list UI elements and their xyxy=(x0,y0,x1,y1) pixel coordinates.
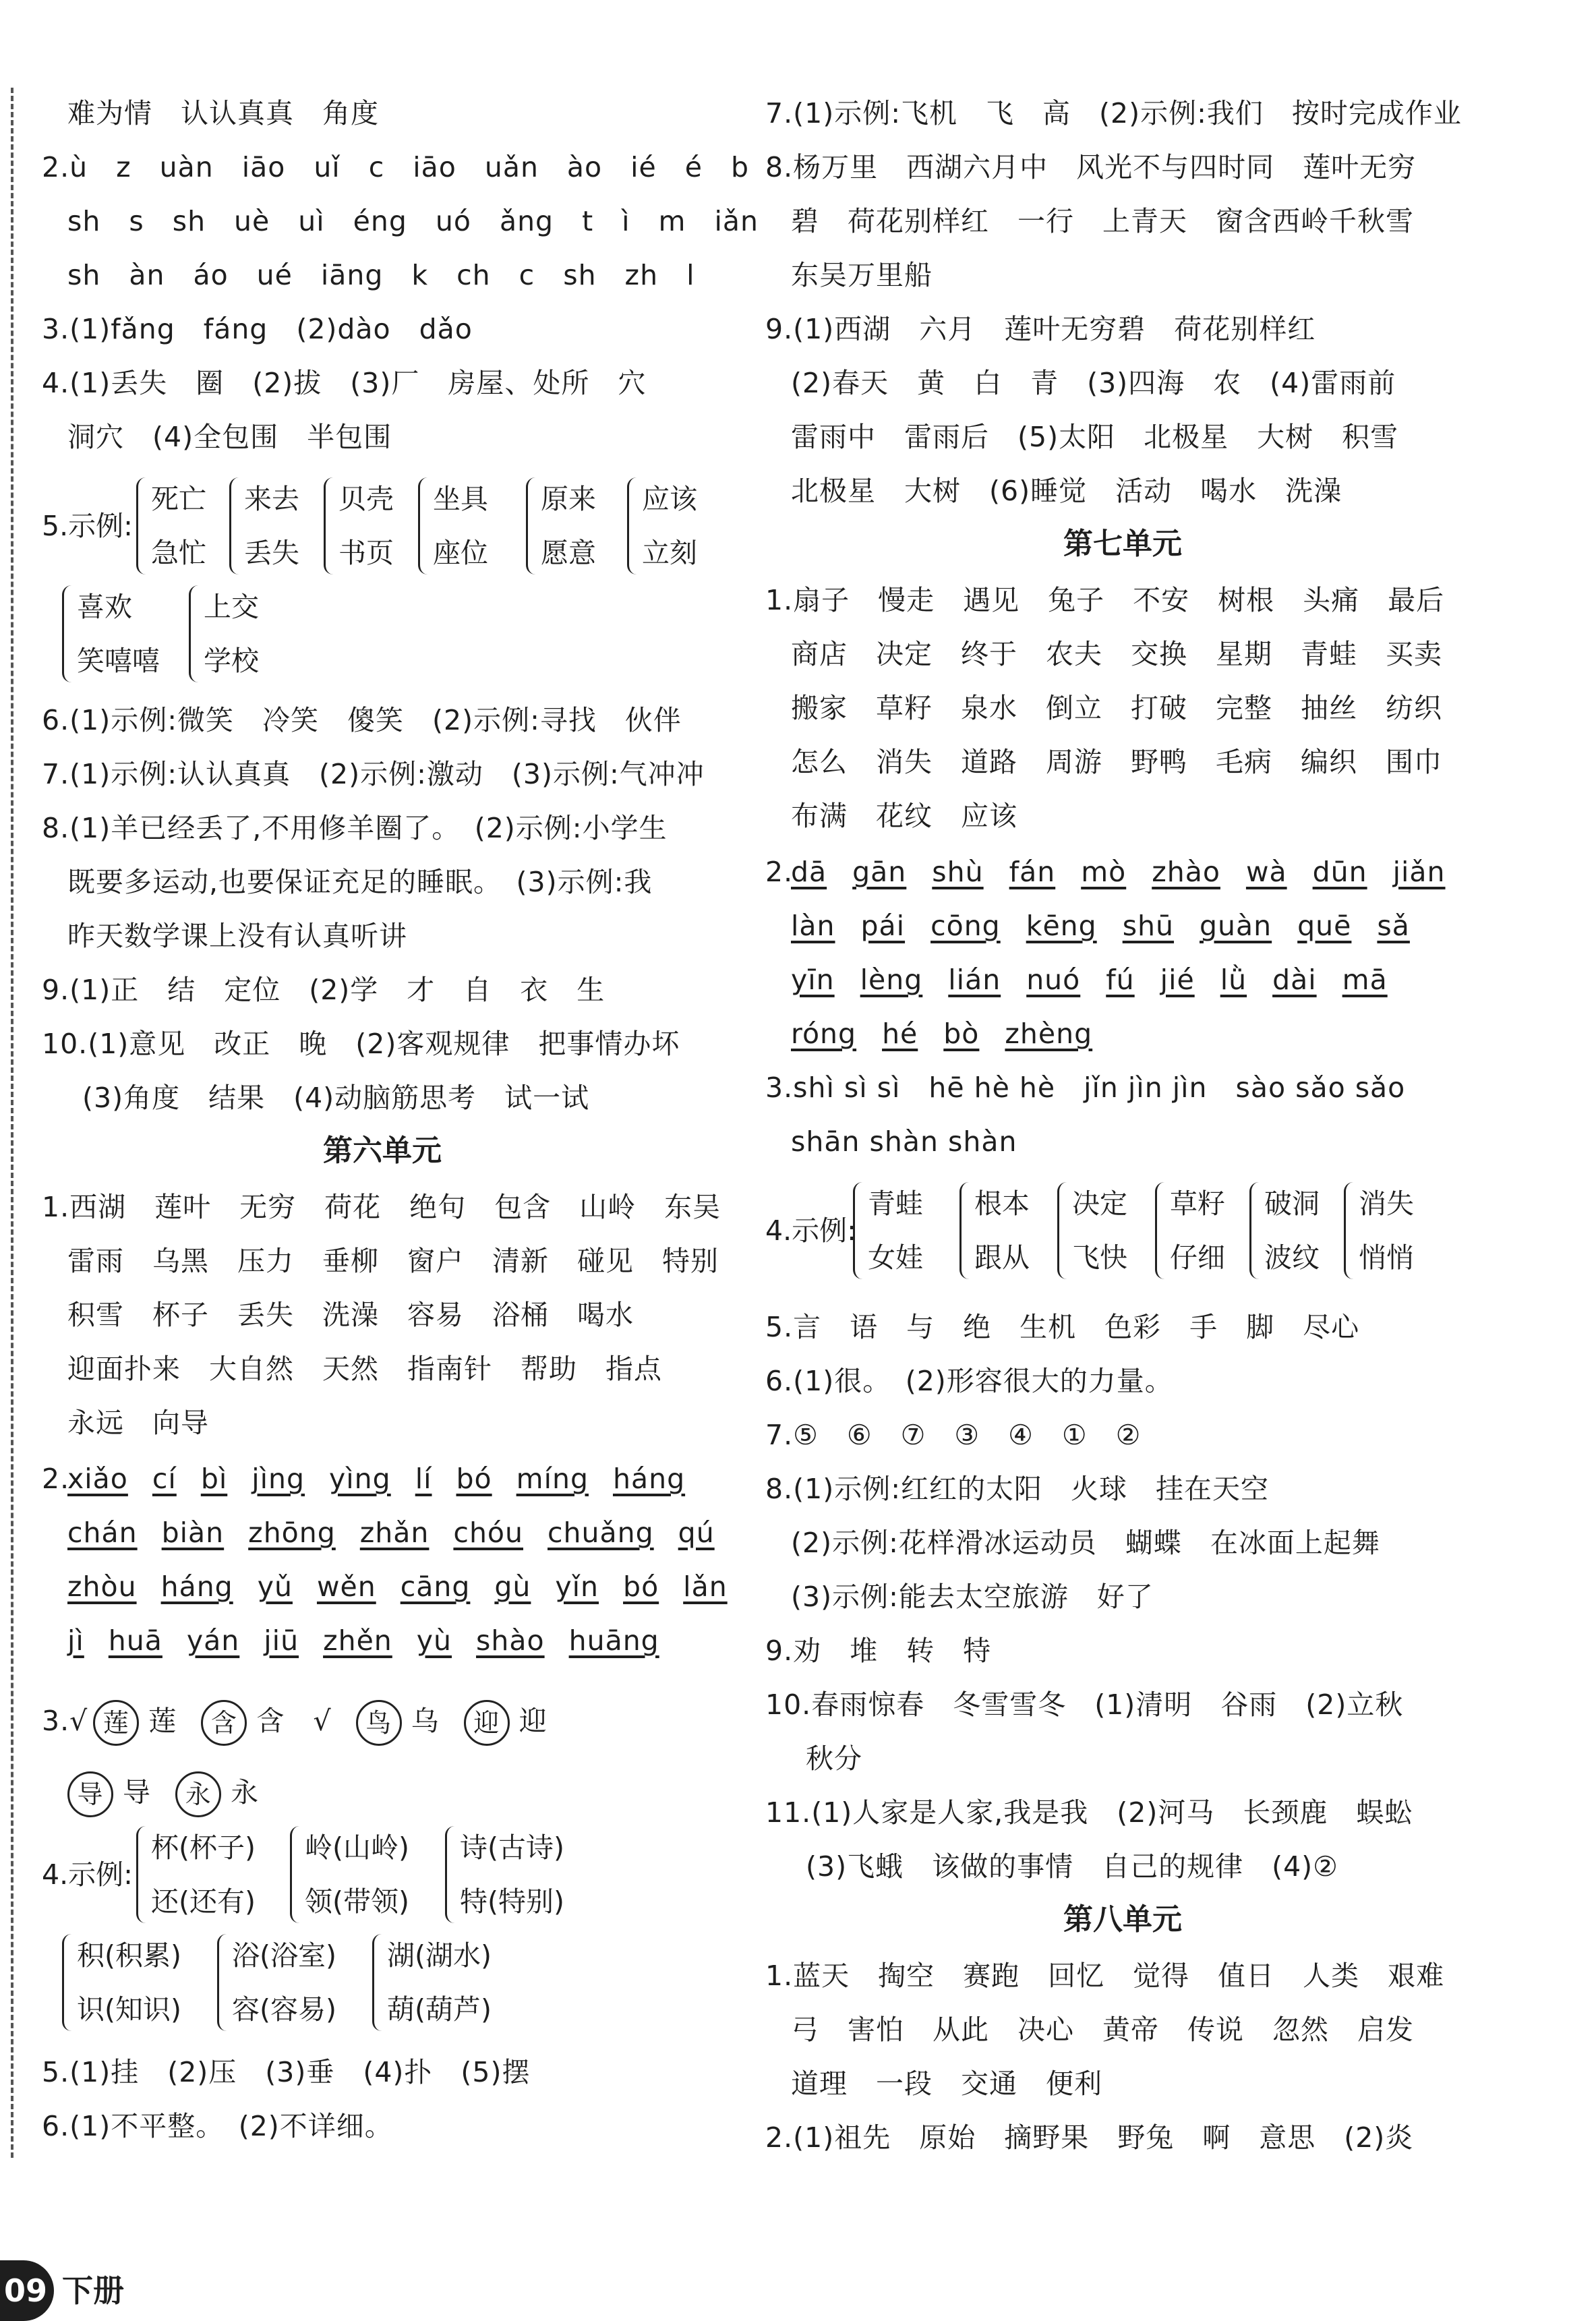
circled-character: 永 xyxy=(175,1771,221,1817)
pair-word: 应该 xyxy=(642,483,697,515)
pair-word: 破洞 xyxy=(1264,1187,1320,1220)
pinyin-syllable: cāng xyxy=(400,1570,471,1603)
circle-answer-row xyxy=(42,1694,548,1748)
pinyin-syllable: sǎ xyxy=(1377,910,1410,942)
pinyin-syllable: guàn xyxy=(1200,910,1272,942)
pair-word: 决定 xyxy=(1072,1187,1127,1220)
text-line: 昨天数学课上没有认真听讲 xyxy=(67,920,407,952)
text-line: (2)春天 黄 白 青 (3)四海 农 (4)雷雨前 xyxy=(791,367,1396,399)
pinyin-syllable: zhòu xyxy=(67,1570,137,1603)
pinyin-syllable: bó xyxy=(623,1570,659,1603)
pair-word: 领(带领) xyxy=(305,1885,409,1918)
pair-word: 积(积累) xyxy=(77,1939,181,1972)
pinyin-syllable: mā xyxy=(1342,964,1388,996)
text-line: sh s sh uè uì éng uó ǎng t ì m iǎn xyxy=(67,205,759,237)
text-line: 2.(1)祖先 原始 摘野果 野兔 啊 意思 (2)炎 xyxy=(765,2121,1414,2154)
pinyin-syllable: háng xyxy=(612,1463,686,1495)
text-line: 3.(1)fǎng fáng (2)dào dǎo xyxy=(42,313,473,345)
brace-icon xyxy=(324,477,336,575)
pair-word: 笑嘻嘻 xyxy=(77,645,160,677)
text-line: (3)飞蛾 该做的事情 自己的规律 (4)② xyxy=(806,1850,1338,1883)
pair-word: 特(特别) xyxy=(460,1885,564,1918)
text-line: 东吴万里船 xyxy=(791,259,933,291)
character: 莲 xyxy=(148,1705,177,1737)
word-pair xyxy=(1264,1177,1320,1285)
pair-word: 来去 xyxy=(244,483,299,515)
pair-word: 还(还有) xyxy=(151,1885,256,1918)
brace-icon xyxy=(1249,1182,1262,1279)
pinyin-syllable: huā xyxy=(108,1624,162,1657)
text-line: 1.扇子 慢走 遇见 兔子 不安 树根 头痛 最后 xyxy=(765,584,1445,616)
brace-icon xyxy=(853,1182,866,1279)
text-line: 既要多运动,也要保证充足的睡眠。 (3)示例:我 xyxy=(67,866,653,898)
text-line: 搬家 草籽 泉水 倒立 打破 完整 抽丝 纺织 xyxy=(791,692,1442,724)
page-number-tab: 09 xyxy=(0,2260,54,2321)
text-line: 6.(1)很。 (2)形容很大的力量。 xyxy=(765,1365,1173,1397)
text-line: 商店 决定 终于 农夫 交换 星期 青蛙 买卖 xyxy=(791,638,1442,670)
circled-character: 鸟 xyxy=(356,1700,402,1746)
pinyin-syllable: quē xyxy=(1297,910,1352,942)
pinyin-syllable: pái xyxy=(860,910,906,942)
word-pair xyxy=(1072,1177,1127,1285)
brace-icon xyxy=(229,477,242,575)
circle-answer-row xyxy=(67,1765,259,1819)
brace-icon xyxy=(959,1182,972,1279)
pinyin-syllable: huāng xyxy=(568,1624,659,1657)
brace-icon xyxy=(136,477,149,575)
pair-word: 悄悄 xyxy=(1359,1241,1414,1274)
word-pair xyxy=(204,580,259,688)
text-line: 9.(1)西湖 六月 莲叶无穷碧 荷花别样红 xyxy=(765,313,1316,345)
brace-icon xyxy=(189,585,202,682)
text-line: 怎么 消失 道路 周游 野鸭 毛病 编织 围巾 xyxy=(791,746,1442,778)
pinyin-syllable: jì xyxy=(67,1624,84,1657)
text-line: 9.劝 堆 转 特 xyxy=(765,1635,992,1667)
pinyin-syllable: wěn xyxy=(316,1570,376,1603)
text-line: 秋分 xyxy=(806,1742,862,1775)
word-pair xyxy=(151,472,206,580)
pair-word: 湖(湖水) xyxy=(387,1939,492,1972)
word-pair xyxy=(387,1929,492,2036)
unit-heading: 第八单元 xyxy=(1063,1902,1182,1937)
pinyin-syllable: wà xyxy=(1245,856,1287,888)
word-pair xyxy=(460,1821,564,1929)
pinyin-syllable: lǜ xyxy=(1220,964,1247,996)
character: 迎 xyxy=(519,1705,548,1737)
text-line: 6.(1)不平整。 (2)不详细。 xyxy=(42,2110,393,2142)
pinyin-syllable: jìng xyxy=(252,1463,305,1495)
dashed-margin-line xyxy=(11,88,13,2158)
text-line: 积雪 杯子 丢失 洗澡 容易 浴桶 喝水 xyxy=(67,1299,634,1331)
brace-icon xyxy=(445,1826,458,1923)
circled-character: 导 xyxy=(67,1771,113,1817)
pinyin-syllable: dūn xyxy=(1312,856,1367,888)
pinyin-syllable: jié xyxy=(1160,964,1195,996)
pair-word: 岭(山岭) xyxy=(305,1831,409,1864)
text-line: 弓 害怕 从此 决心 黄帝 传说 忽然 启发 xyxy=(791,2014,1414,2046)
text-line: 洞穴 (4)全包围 半包围 xyxy=(67,421,392,453)
pair-word: 飞快 xyxy=(1072,1241,1127,1274)
example-label: 4.示例: xyxy=(42,1858,133,1891)
word-pair xyxy=(541,472,596,580)
pair-word: 消失 xyxy=(1359,1187,1414,1220)
brace-icon xyxy=(526,477,539,575)
text-line: 3.shì sì sì hē hè hè jǐn jìn jìn sào sǎo sǎo xyxy=(765,1071,1406,1104)
pinyin-syllable: bò xyxy=(943,1018,980,1050)
pinyin-syllable: yīn xyxy=(791,964,835,996)
circled-character: 迎 xyxy=(464,1700,510,1746)
text-line: 7.(1)示例:认认真真 (2)示例:激动 (3)示例:气冲冲 xyxy=(42,758,705,790)
text-line: 2.ù z uàn iāo uǐ c iāo uǎn ào ié é b xyxy=(42,151,750,183)
brace-icon xyxy=(217,1934,230,2031)
text-line: 难为情 认认真真 角度 xyxy=(67,97,379,129)
pinyin-syllable: yán xyxy=(186,1624,240,1657)
pair-word: 贝壳 xyxy=(338,483,394,515)
pinyin-syllable: fán xyxy=(1009,856,1056,888)
pinyin-syllable: zhào xyxy=(1152,856,1220,888)
pinyin-syllable: qú xyxy=(678,1517,715,1549)
unit-heading: 第六单元 xyxy=(323,1134,442,1168)
pair-word: 急忙 xyxy=(151,537,206,569)
pair-word: 座位 xyxy=(433,537,488,569)
brace-icon xyxy=(136,1826,149,1923)
pair-word: 愿意 xyxy=(541,537,596,569)
text-line: 7.(1)示例:飞机 飞 高 (2)示例:我们 按时完成作业 xyxy=(765,97,1462,129)
text-line: (3)示例:能去太空旅游 好了 xyxy=(791,1581,1154,1613)
brace-icon xyxy=(627,477,640,575)
brace-icon xyxy=(418,477,431,575)
text-line: 1.西湖 莲叶 无穷 荷花 绝句 包含 山岭 东吴 xyxy=(42,1191,721,1223)
word-pair xyxy=(244,472,299,580)
pair-word: 诗(古诗) xyxy=(460,1831,564,1864)
text-line: 雷雨 乌黑 压力 垂柳 窗户 清新 碰见 特别 xyxy=(67,1245,719,1277)
text-line: sh àn áo ué iāng k ch c sh zh l xyxy=(67,259,695,291)
brace-icon xyxy=(372,1934,385,2031)
check-mark: √ xyxy=(313,1705,332,1737)
text-line: 10.春雨惊春 冬雪雪冬 (1)清明 谷雨 (2)立秋 xyxy=(765,1688,1404,1721)
text-line: 8.(1)羊已经丢了,不用修羊圈了。 (2)示例:小学生 xyxy=(42,812,668,844)
text-line: 1.蓝天 掏空 赛跑 回忆 觉得 值日 人类 艰难 xyxy=(765,1960,1445,1992)
word-pair xyxy=(338,472,394,580)
pair-word: 草籽 xyxy=(1170,1187,1225,1220)
pinyin-syllable: mò xyxy=(1081,856,1127,888)
character: 乌 xyxy=(411,1705,440,1737)
pair-word: 根本 xyxy=(974,1187,1030,1220)
pinyin-syllable: bì xyxy=(200,1463,228,1495)
pinyin-syllable: hé xyxy=(882,1018,918,1050)
pinyin-syllable: lèng xyxy=(860,964,923,996)
word-pair xyxy=(232,1929,336,2036)
pinyin-syllable: shū xyxy=(1122,910,1175,942)
question-number: 2. xyxy=(42,1463,70,1495)
pinyin-row xyxy=(67,1568,752,1606)
pinyin-syllable: fú xyxy=(1106,964,1135,996)
pinyin-row xyxy=(791,961,1413,999)
pinyin-syllable: shào xyxy=(476,1624,545,1657)
pair-word: 女娃 xyxy=(868,1241,923,1274)
pinyin-syllable: míng xyxy=(516,1463,589,1495)
pair-word: 坐具 xyxy=(433,483,488,515)
character: 永 xyxy=(231,1776,260,1809)
text-line: 5.言 语 与 绝 生机 色彩 手 脚 尽心 xyxy=(765,1311,1360,1343)
example-label: 4.示例: xyxy=(765,1214,856,1247)
pinyin-syllable: bó xyxy=(456,1463,492,1495)
text-line: 道理 一段 交通 便利 xyxy=(791,2067,1102,2100)
pair-word: 浴(浴室) xyxy=(232,1939,336,1972)
text-line: 9.(1)正 结 定位 (2)学 才 自 衣 生 xyxy=(42,974,605,1006)
text-line: 11.(1)人家是人家,我是我 (2)河马 长颈鹿 蜈蚣 xyxy=(765,1796,1413,1829)
pinyin-row xyxy=(791,907,1436,945)
pair-word: 上交 xyxy=(204,591,259,623)
pinyin-syllable: gān xyxy=(852,856,907,888)
word-pair xyxy=(868,1177,923,1285)
pinyin-syllable: zhǎn xyxy=(359,1517,430,1549)
text-line: 7.⑤ ⑥ ⑦ ③ ④ ① ② xyxy=(765,1419,1142,1451)
pinyin-row xyxy=(791,853,1471,891)
pinyin-syllable: yìng xyxy=(329,1463,391,1495)
pair-word: 原来 xyxy=(541,483,596,515)
text-line: 迎面扑来 大自然 天然 指南针 帮助 指点 xyxy=(67,1353,662,1385)
text-line: (2)示例:花样滑冰运动员 蝴蝶 在冰面上起舞 xyxy=(791,1527,1380,1559)
pair-word: 仔细 xyxy=(1170,1241,1225,1274)
pinyin-syllable: chóu xyxy=(453,1517,524,1549)
text-line: 5.(1)挂 (2)压 (3)垂 (4)扑 (5)摆 xyxy=(42,2056,531,2088)
word-pair xyxy=(151,1821,256,1929)
text-line: 雷雨中 雷雨后 (5)太阳 北极星 大树 积雪 xyxy=(791,421,1399,453)
pinyin-syllable: zhěn xyxy=(323,1624,392,1657)
pinyin-syllable: zhōng xyxy=(248,1517,336,1549)
pair-word: 识(知识) xyxy=(77,1993,181,2026)
text-line: 碧 荷花别样红 一行 上青天 窗含西岭千秋雪 xyxy=(791,205,1414,237)
word-pair xyxy=(433,472,488,580)
pinyin-syllable: làn xyxy=(791,910,835,942)
word-pair xyxy=(1170,1177,1225,1285)
word-pair xyxy=(77,580,160,688)
text-line: 8.杨万里 西湖六月中 风光不与四时同 莲叶无穷 xyxy=(765,151,1417,183)
brace-icon xyxy=(1344,1182,1357,1279)
text-line: 北极星 大树 (6)睡觉 活动 喝水 洗澡 xyxy=(791,475,1342,507)
pinyin-row xyxy=(67,1514,739,1552)
pinyin-syllable: cí xyxy=(152,1463,177,1495)
word-pair xyxy=(642,472,697,580)
pinyin-row xyxy=(67,1460,709,1498)
pinyin-syllable: shù xyxy=(932,856,984,888)
pinyin-syllable: zhèng xyxy=(1005,1018,1093,1050)
pinyin-syllable: yù xyxy=(416,1624,452,1657)
brace-icon xyxy=(62,1934,75,2031)
pinyin-syllable: kēng xyxy=(1026,910,1097,942)
pair-word: 容(容易) xyxy=(232,1993,336,2026)
pair-word: 死亡 xyxy=(151,483,206,515)
word-pair xyxy=(974,1177,1030,1285)
brace-icon xyxy=(62,585,75,682)
brace-icon xyxy=(290,1826,303,1923)
pinyin-syllable: lián xyxy=(948,964,1001,996)
unit-heading: 第七单元 xyxy=(1063,527,1182,561)
pinyin-syllable: dài xyxy=(1272,964,1317,996)
pinyin-syllable: dā xyxy=(791,856,827,888)
pinyin-syllable: róng xyxy=(791,1018,857,1050)
pair-word: 立刻 xyxy=(642,537,697,569)
pair-word: 波纹 xyxy=(1264,1241,1320,1274)
pinyin-syllable: háng xyxy=(160,1570,233,1603)
question-number: 2. xyxy=(765,856,794,888)
character: 导 xyxy=(123,1776,151,1809)
text-line: shān shàn shàn xyxy=(791,1125,1017,1158)
pair-word: 杯(杯子) xyxy=(151,1831,256,1864)
word-pair xyxy=(77,1929,181,2036)
pinyin-syllable: nuó xyxy=(1026,964,1081,996)
pinyin-row xyxy=(67,1622,684,1659)
pair-word: 书页 xyxy=(338,537,394,569)
text-line: 8.(1)示例:红红的太阳 火球 挂在天空 xyxy=(765,1473,1270,1505)
text-line: 4.(1)丢失 圈 (2)拔 (3)厂 房屋、处所 穴 xyxy=(42,367,647,399)
pair-word: 青蛙 xyxy=(868,1187,923,1220)
word-pair xyxy=(305,1821,409,1929)
text-line: 6.(1)示例:微笑 冷笑 傻笑 (2)示例:寻找 伙伴 xyxy=(42,704,682,736)
pinyin-syllable: gù xyxy=(494,1570,531,1603)
pinyin-syllable: chuǎng xyxy=(548,1517,654,1549)
pinyin-syllable: xiǎo xyxy=(67,1463,128,1495)
circled-character: 含 xyxy=(201,1700,247,1746)
example-label: 5.示例: xyxy=(42,510,133,542)
pinyin-syllable: jiū xyxy=(264,1624,299,1657)
text-line: 永远 向导 xyxy=(67,1407,209,1439)
pair-word: 丢失 xyxy=(244,537,299,569)
pair-word: 葫(葫芦) xyxy=(387,1993,492,2026)
brace-icon xyxy=(1155,1182,1168,1279)
volume-label: 下册 xyxy=(62,2272,124,2309)
pinyin-syllable: yǔ xyxy=(257,1570,293,1603)
character: 含 xyxy=(256,1705,285,1737)
pinyin-row xyxy=(791,1015,1118,1053)
pinyin-syllable: biàn xyxy=(161,1517,225,1549)
pair-word: 喜欢 xyxy=(77,591,132,623)
pair-word: 跟从 xyxy=(974,1241,1030,1274)
pinyin-syllable: lǎn xyxy=(683,1570,728,1603)
brace-icon xyxy=(1057,1182,1070,1279)
pinyin-syllable: cōng xyxy=(930,910,1001,942)
pinyin-syllable: lí xyxy=(415,1463,432,1495)
q3-prefix: 3.√ xyxy=(42,1705,88,1737)
pinyin-syllable: jiǎn xyxy=(1392,856,1446,888)
pair-word: 学校 xyxy=(204,645,259,677)
text-line: 布满 花纹 应该 xyxy=(791,800,1017,832)
pinyin-syllable: yǐn xyxy=(555,1570,599,1603)
text-line: (3)角度 结果 (4)动脑筋思考 试一试 xyxy=(82,1082,590,1114)
pinyin-syllable: chán xyxy=(67,1517,138,1549)
text-line: 10.(1)意见 改正 晚 (2)客观规律 把事情办坏 xyxy=(42,1028,680,1060)
word-pair xyxy=(1359,1177,1414,1285)
circled-character: 莲 xyxy=(93,1700,139,1746)
